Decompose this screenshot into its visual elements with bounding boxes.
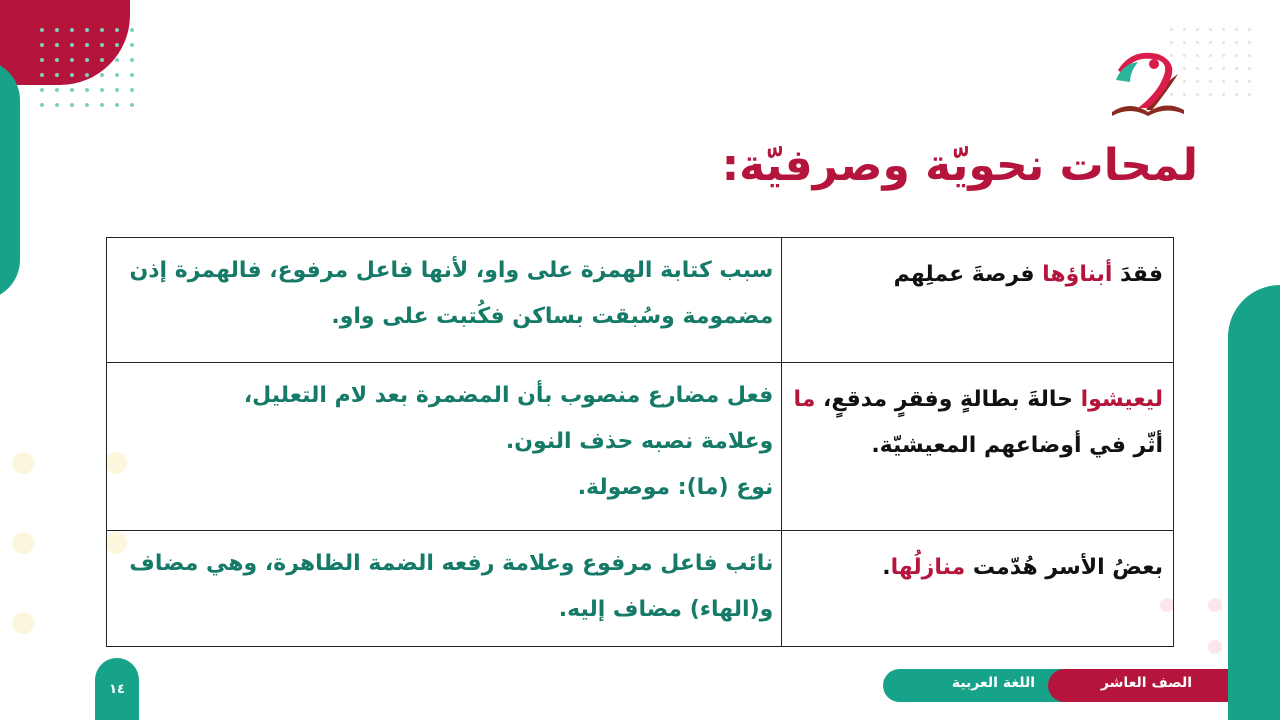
decorative-dot bbox=[12, 452, 34, 474]
sentence-text: بعضُ الأسر هُدّمت bbox=[965, 555, 1163, 580]
grammar-explanation: سبب كتابة الهمزة على واو، لأنها فاعل مرفوع، فالهمزة إذن مضمومة وسُبقت بساكن فكُتبت على واو. bbox=[107, 238, 782, 363]
decorative-dot bbox=[12, 612, 34, 634]
grammar-explanation bbox=[107, 363, 782, 531]
subject-label: اللغة العربية bbox=[951, 675, 1035, 691]
example-sentence bbox=[782, 531, 1174, 647]
highlighted-word: ما bbox=[793, 387, 816, 412]
highlighted-word: ليعيشوا bbox=[1080, 387, 1163, 412]
table-row bbox=[107, 363, 1174, 531]
sentence-text: فقدَ bbox=[1112, 262, 1163, 287]
example-sentence bbox=[782, 238, 1174, 363]
decorative-dot bbox=[12, 532, 34, 554]
highlighted-word: أبناؤها bbox=[1042, 262, 1113, 287]
right-edge-green-shape bbox=[1228, 285, 1280, 720]
grammar-notes-table bbox=[106, 237, 1174, 647]
decorative-dot bbox=[1208, 640, 1222, 654]
explanation-line: وعلامة نصبه حذف النون. bbox=[505, 429, 774, 454]
grade-badge bbox=[1048, 669, 1228, 702]
explanation-line: فعل مضارع منصوب بأن المضمرة بعد لام التعليل، bbox=[243, 383, 774, 408]
sentence-text: حالةَ بطالةٍ وفقرٍ مدقعٍ، bbox=[815, 387, 1081, 412]
decorative-dot bbox=[1208, 598, 1222, 612]
grammar-explanation: نائب فاعل مرفوع وعلامة رفعه الضمة الظاهرة، وهي مضاف و(الهاء) مضاف إليه. bbox=[107, 531, 782, 647]
explanation-line: نوع (ما): موصولة. bbox=[577, 475, 774, 500]
page-number: ١٤ bbox=[109, 682, 125, 697]
top-left-dot-pattern bbox=[40, 28, 134, 107]
page-title: لمحات نحويّة وصرفيّة: bbox=[721, 140, 1198, 191]
left-edge-green-shape bbox=[0, 60, 20, 300]
sentence-text: أثّر في أوضاعهم المعيشيّة. bbox=[871, 433, 1163, 458]
table-row bbox=[107, 238, 1174, 363]
table-row bbox=[107, 531, 1174, 647]
highlighted-word: منازلُها bbox=[890, 555, 966, 580]
sentence-text: . bbox=[882, 555, 891, 580]
book-quill-logo-icon bbox=[1108, 50, 1188, 120]
sentence-text: فرصةَ عملِهم bbox=[893, 262, 1043, 287]
example-sentence bbox=[782, 363, 1174, 531]
grade-label: الصف العاشر bbox=[1100, 675, 1192, 691]
